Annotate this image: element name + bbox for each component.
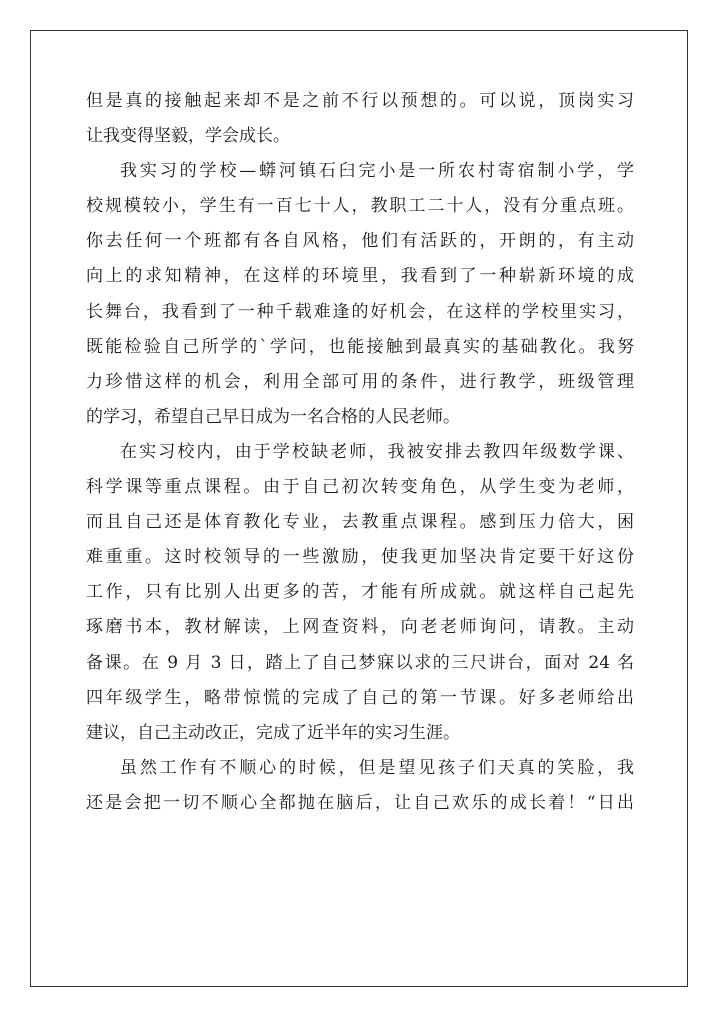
text-line: 难重重。这时校领导的一些激励，使我更加坚决肯定要干好这份 <box>86 547 634 568</box>
text-line: 让我变得坚毅，学会成长。 <box>86 126 290 147</box>
text-line: 向上的求知精神，在这样的环境里，我看到了一种崭新环境的成 <box>86 266 634 287</box>
text-line: 琢磨书本，教材解读，上网查资料，向老老师询问，请教。主动 <box>86 617 634 638</box>
text-line: 校规模较小，学生有一百七十人，教职工二十人，没有分重点班。 <box>86 196 634 217</box>
text-line: 四年级学生，略带惊慌的完成了自己的第一节课。好多老师给出 <box>86 687 634 708</box>
document-body <box>86 84 634 821</box>
text-line: 长舞台，我看到了一种千载难逢的好机会，在这样的学校里实习， <box>86 301 634 322</box>
text-line: 建议，自己主动改正，完成了近半年的实习生涯。 <box>86 722 460 743</box>
text-line: 的学习，希望自己早日成为一名合格的人民老师。 <box>86 406 460 427</box>
text-line: 科学课等重点课程。由于自己初次转变角色，从学生变为老师， <box>86 477 634 498</box>
text-line: 但是真的接触起来却不是之前不行以预想的。可以说，顶岗实习 <box>86 91 634 111</box>
text-line: 你去任何一个班都有各自风格，他们有活跃的，开朗的，有主动 <box>86 231 634 252</box>
paragraph-start-line: 虽然工作有不顺心的时候，但是望见孩子们天真的笑脸，我 <box>120 757 634 778</box>
text-line: 还是会把一切不顺心全都抛在脑后，让自己欢乐的成长着！“日出 <box>86 792 634 813</box>
text-line: 工作，只有比别人出更多的苦，才能有所成就。就这样自己起先 <box>86 582 634 603</box>
text-line: 备课。在 9 月 3 日，踏上了自己梦寐以求的三尺讲台，面对 24 名 <box>86 652 634 673</box>
text-line: 力珍惜这样的机会，利用全部可用的条件，进行教学，班级管理 <box>86 371 634 392</box>
paragraph-start-line: 我实习的学校—蟒河镇石臼完小是一所农村寄宿制小学，学 <box>120 161 634 182</box>
text-line: 既能检验自己所学的`学问，也能接触到最真实的基础教化。我努 <box>86 336 634 357</box>
text-line: 而且自己还是体育教化专业，去教重点课程。感到压力倍大，困 <box>86 512 634 533</box>
paragraph-start-line: 在实习校内，由于学校缺老师，我被安排去教四年级数学课、 <box>120 441 634 462</box>
